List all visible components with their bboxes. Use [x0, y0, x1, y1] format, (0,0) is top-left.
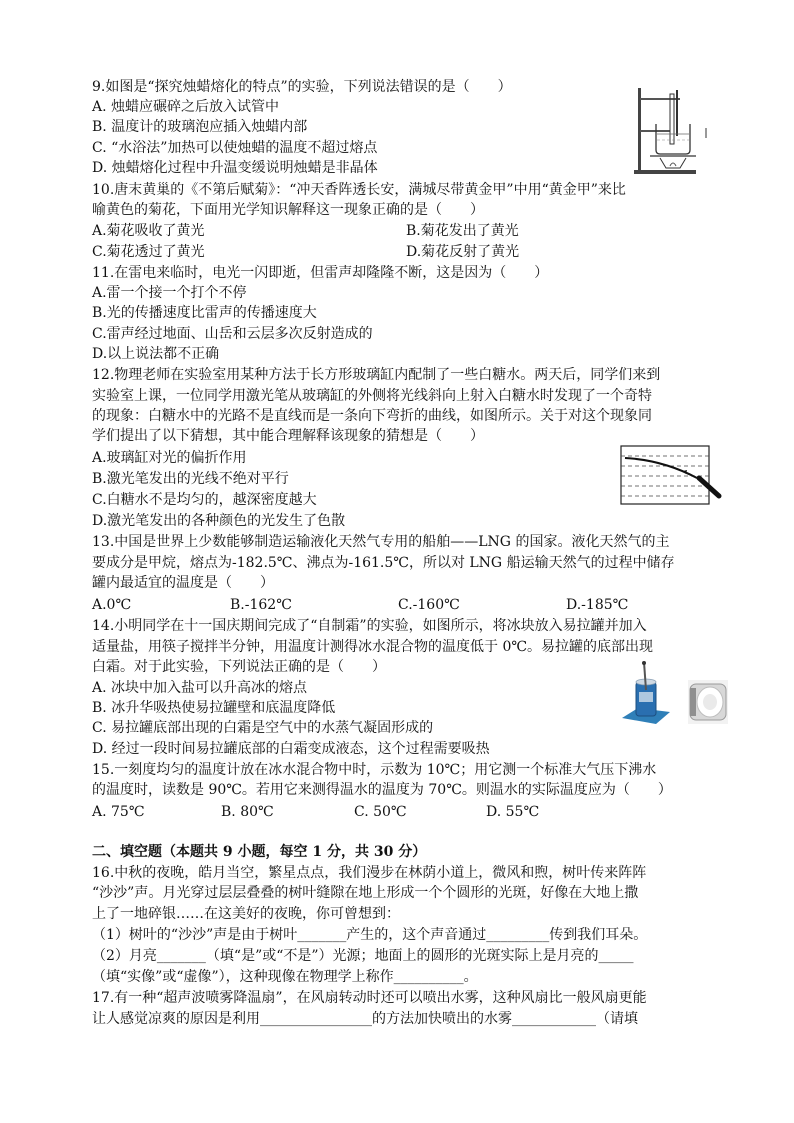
q10-stem-line1: 10.唐末黄巢的《不第后赋菊》：“冲天香阵透长安，满城尽带黄金甲”中用“黄金甲”来比 [92, 182, 626, 198]
q13-option-b: B.-162℃ [230, 597, 292, 613]
q15-option-b: B. 80℃ [221, 804, 274, 820]
q16-stem-line1: 16.中秋的夜晚，皓月当空，繁星点点，我们漫步在林荫小道上，微风和煦，树叶传来阵阵 [92, 865, 647, 881]
q13-option-d: D.-185℃ [566, 597, 629, 613]
q16-stem-line3: 上了一地碎银……在这美好的夜晚，你可曾想到： [92, 906, 400, 922]
q10-stem-line2: 喻黄色的菊花，下面用光学知识解释这一现象正确的是（ ） [92, 202, 484, 218]
q11-option-b: B.光的传播速度比雷声的传播速度大 [92, 305, 317, 321]
q15-option-a: A. 75℃ [92, 804, 145, 820]
q14-frosted-can-photo [688, 680, 728, 724]
q15-option-d: D. 55℃ [486, 804, 540, 820]
q14-option-d: D. 经过一段时间易拉罐底部的白霜变成液态，这个过程需要吸热 [92, 741, 490, 757]
q17-stem-line2: 让人感觉凉爽的原因是利用________________的方法加快喷出的水雾____________（请填 [92, 1011, 638, 1027]
q13-stem-line2: 要成分是甲烷，熔点为-182.5℃、沸点为-161.5℃，所以对 LNG 船运输天然气的过程中储存 [92, 555, 675, 571]
q11-option-c: C.雷声经过地面、山岳和云层多次反射造成的 [92, 326, 373, 342]
q14-option-a: A. 冰块中加入盐可以升高冰的熔点 [92, 680, 308, 696]
q9-option-c: C. “水浴法”加热可以使烛蜡的温度不超过熔点 [92, 140, 378, 156]
q13-option-a: A.0℃ [92, 597, 132, 613]
q12-option-b: B.激光笔发出的光线不绝对平行 [92, 471, 289, 487]
q11-option-d: D.以上说法都不正确 [92, 346, 220, 362]
q11-option-a: A.雷一个接一个打个不停 [92, 285, 247, 301]
q12-option-a: A.玻璃缸对光的偏折作用 [92, 450, 247, 466]
q14-stem-line1: 14.小明同学在十一国庆期间完成了“自制霜”的实验，如图所示，将冰块放入易拉罐并加入 [92, 618, 647, 634]
q15-stem-line1: 15.一刻度均匀的温度计放在冰水混合物中时，示数为 10℃；用它测一个标准大气压下沸水 [92, 762, 657, 778]
q12-option-d: D.激光笔发出的各种颜色的光发生了色散 [92, 513, 346, 529]
q13-stem-line1: 13.中国是世界上少数能够制造运输液化天然气专用的船舶——LNG 的国家。液化天然气的主 [92, 534, 670, 550]
q9-apparatus-figure [630, 84, 710, 176]
q9-option-b: B. 温度计的玻璃泡应插入烛蜡内部 [92, 119, 308, 135]
q12-stem-line2: 实验室上课，一位同学用激光笔从玻璃缸的外侧将光线斜向上射入白糖水时发现了一个奇特 [92, 388, 652, 404]
q16-stem-line2: “沙沙”声。月光穿过层层叠叠的树叶缝隙在地上形成一个个圆形的光斑，好像在大地上撒 [92, 885, 639, 901]
q15-option-c: C. 50℃ [354, 804, 407, 820]
q14-option-b: B. 冰升华吸热使易拉罐壁和底温度降低 [92, 700, 336, 716]
q11-stem: 11.在雷电来临时，电光一闪即逝，但雷声却隆隆不断，这是因为（ ） [92, 265, 549, 281]
q16-blank-3: （填“实像”或“虚像”），这种现像在物理学上称作__________。 [92, 969, 478, 985]
q16-blank-1: （1）树叶的“沙沙”声是由于树叶_______产生的，这个声音通过_________传到我们耳朵。 [92, 927, 648, 943]
q13-option-c: C.-160℃ [398, 597, 460, 613]
q10-option-b: B.菊花发出了黄光 [406, 223, 519, 239]
q14-option-c: C. 易拉罐底部出现的白霜是空气中的水蒸气凝固形成的 [92, 720, 434, 736]
q17-stem-line1: 17.有一种“超声波喷雾降温扇”，在风扇转动时还可以喷出水雾，这种风扇比一般风扇更能 [92, 990, 647, 1006]
q9-option-a: A. 烛蜡应碾碎之后放入试管中 [92, 99, 280, 115]
q9-option-d: D. 烛蜡熔化过程中升温变缓说明烛蜡是非晶体 [92, 160, 378, 176]
q15-stem-line2: 的温度时，读数是 90℃。若用它来测得温水的温度为 70℃。则温水的实际温度应为（ ） [92, 782, 672, 798]
q12-tank-figure [617, 442, 725, 510]
q12-option-c: C.白糖水不是均匀的，越深密度越大 [92, 492, 317, 508]
q14-stem-line2: 适量盐，用筷子搅拌半分钟，用温度计测得冰水混合物的温度低于 0℃。易拉罐的底部出现 [92, 639, 654, 655]
q12-stem-line1: 12.物理老师在实验室用某种方法于长方形玻璃缸内配制了一些白糖水。两天后，同学们来到 [92, 367, 661, 383]
q13-stem-line3: 罐内最适宜的温度是（ ） [92, 575, 274, 591]
q12-stem-line3: 的现象：白糖水中的光路不是直线而是一条向下弯折的曲线，如图所示。关于对这个现象同 [92, 408, 652, 424]
q10-option-a: A.菊花吸收了黄光 [92, 223, 205, 239]
q9-stem: 9.如图是“探究烛蜡熔化的特点”的实验，下列说法错误的是（ ） [92, 79, 512, 95]
q10-option-c: C.菊花透过了黄光 [92, 244, 205, 260]
section-2-heading: 二、填空题（本题共 9 小题，每空 1 分，共 30 分） [92, 844, 427, 860]
q10-option-d: D.菊花反射了黄光 [406, 244, 520, 260]
q14-can-thermometer-photo [620, 660, 672, 726]
q12-stem-line4: 学们提出了以下猜想，其中能合理解释该现象的猜想是（ ） [92, 428, 484, 444]
q16-blank-2: （2）月亮_______（填“是”或“不是”）光源；地面上的圆形的光斑实际上是月亮的_____ [92, 948, 634, 964]
q14-stem-line3: 白霜。对于此实验，下列说法正确的是（ ） [92, 659, 386, 675]
